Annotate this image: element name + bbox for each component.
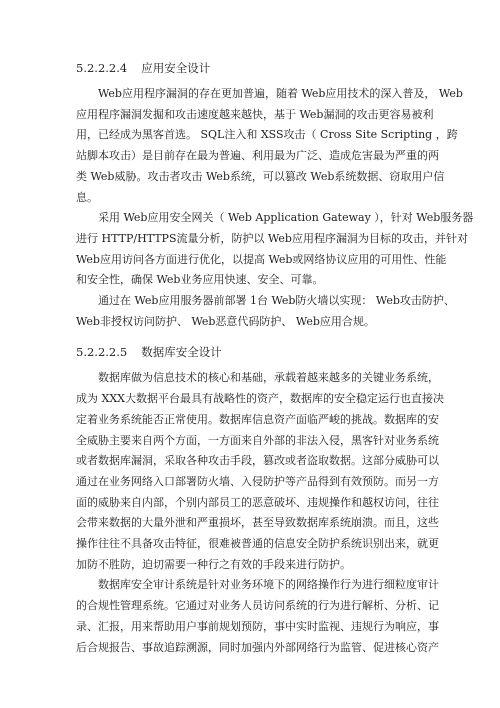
text-line: 用，已经成为黑客首选。 SQL注入和 XSS攻击（ Cross Site Scripting ，跨 [76, 128, 458, 142]
text-line: 通过在 Web应用服务器前部署 1台 Web防火墙以实现： Web攻击防护、 [98, 294, 455, 308]
section-number: 5.2.2.2.5 [76, 345, 128, 360]
text-line: 成为 XXX大数据平台最具有战略性的资产，数据库的安全稳定运行也直接决 [76, 392, 444, 406]
text-line: 会带来数据的大量外泄和严重损坏，甚至导致数据库系统崩溃。而且，这些 [76, 516, 439, 530]
text-line: 或者数据库漏洞，采取各种攻击手段，篡改或者盗取数据。这部分威胁可以 [76, 454, 439, 468]
section-title: 数据库安全设计 [141, 345, 222, 360]
text-line: 加防不胜防，迫切需要一种行之有效的手段来进行防护。 [76, 557, 351, 571]
text-line: 操作往往不具备攻击特征，很难被普通的信息安全防护系统识别出来，就更 [76, 537, 439, 551]
text-line: 定着业务系统能否正常使用。数据库信息资产面临严峻的挑战。数据库的安 [76, 412, 439, 426]
text-line: 通过在业务网络入口部署防火墙、入侵防护等产品得到有效预防。而另一方 [76, 474, 439, 488]
text-line: Web非授权访问防护、 Web恶意代码防护、 Web应用合规。 [76, 314, 375, 328]
text-line: 采用 Web应用安全网关（ Web Application Gateway ），针对 Web服务器 [98, 211, 474, 225]
text-line: 录、汇报，用来帮助用户事前规划预防，事中实时监视、违规行为响应，事 [76, 619, 439, 633]
section-heading-application-security [76, 60, 408, 76]
text-line: 数据库做为信息技术的核心和基础，承载着越来越多的关键业务系统， [98, 371, 439, 385]
section-number: 5.2.2.2.4 [76, 61, 128, 75]
text-line: 类 Web威胁。攻击者攻击 Web系统，可以篡改 Web系统数据、窃取用户信 [76, 169, 445, 183]
text-line: 数据库安全审计系统是针对业务环境下的网络操作行为进行细粒度审计 [98, 578, 439, 592]
text-line: 进行 HTTP/HTTPS流量分析，防护以 Web应用程序漏洞为目标的攻击，并针对 [76, 231, 468, 245]
section-title: 应用安全设计 [141, 61, 211, 75]
section-heading-database-security [76, 344, 408, 360]
text-line: 站脚本攻击）是目前存在最为普遍、利用最为广泛、造成危害最为严重的两 [76, 149, 439, 163]
text-line: 应用程序漏洞发掘和攻击速度越来越快，基于 Web漏洞的攻击更容易被利 [76, 107, 434, 121]
section-body-application-security [76, 84, 474, 332]
text-line: 面的威胁来自内部，个别内部员工的恶意破坏、违规操作和越权访问，往往 [76, 495, 439, 509]
text-line: Web应用程序漏洞的存在更加普遍，随着 Web应用技术的深入普及， Web [98, 87, 463, 100]
text-line: 全威胁主要来自两个方面，一方面来自外部的非法入侵，黑客针对业务系统 [76, 433, 439, 447]
text-line: 息。 [76, 190, 98, 204]
text-line: 和安全性，确保 Web业务应用快速、安全、可靠。 [76, 273, 324, 287]
section-body-database-security [76, 368, 444, 658]
text-line: Web应用访问各方面进行优化，以提高 Web或网络协议应用的可用性、性能 [76, 252, 447, 266]
text-line: 后合规报告、事故追踪溯源，同时加强内外部网络行为监管、促进核心资产 [76, 640, 439, 654]
text-line: 的合规性管理系统。它通过对业务人员访问系统的行为进行解析、分析、记 [76, 599, 439, 613]
